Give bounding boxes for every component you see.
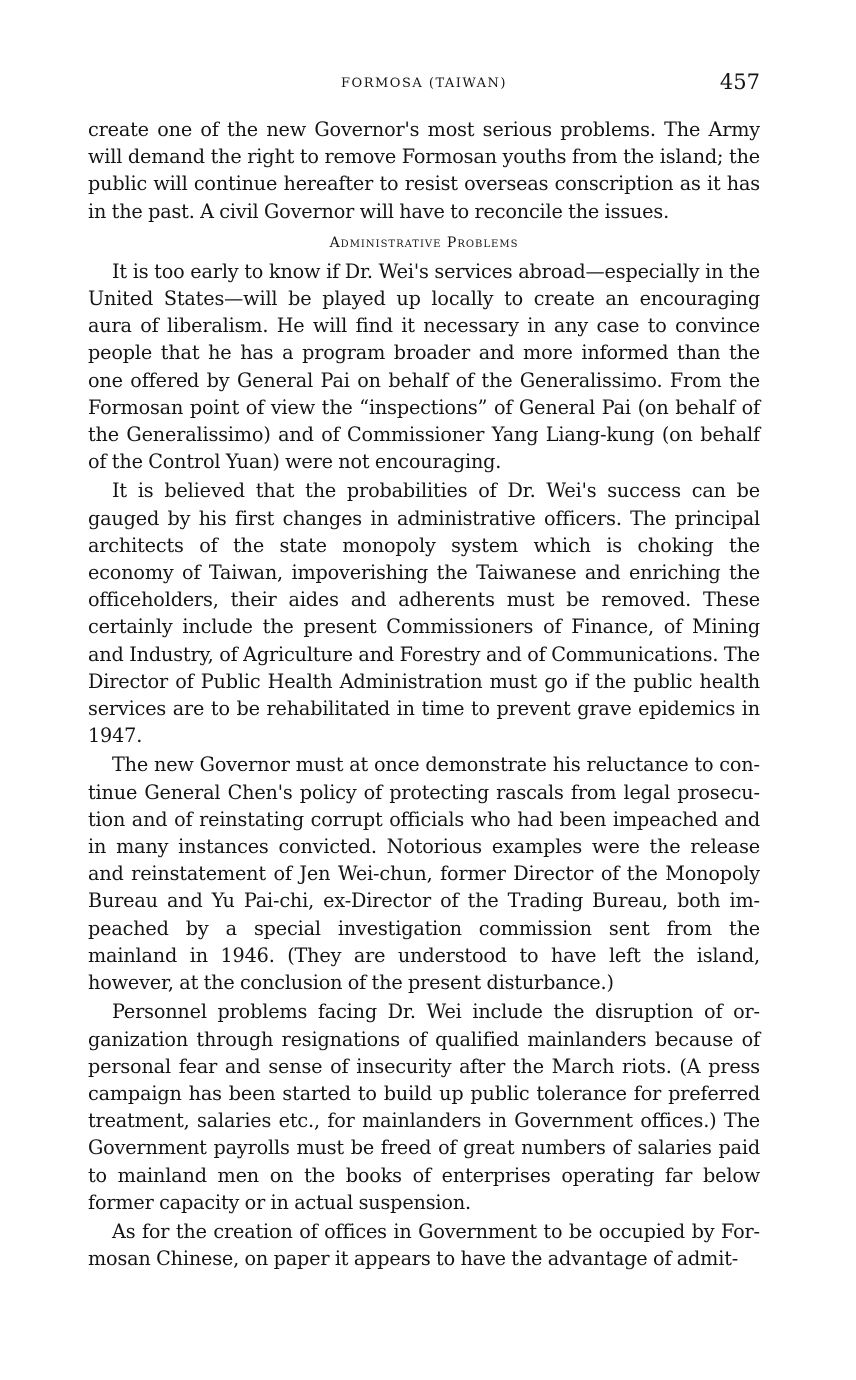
document-page	[88, 70, 760, 1272]
body-text	[88, 116, 760, 1272]
paragraph-continued: create one of the new Governor's most serious problems. The Army will demand the right to remove Formosan youths from the island; the public will continue hereafter to resist overseas conscription as it has in the past. A civil Governor will have to reconcile the issues.	[88, 118, 760, 223]
paragraph: The new Governor must at once demonstrate his reluctance to continue General Chen's policy of protecting rascals from legal prosecution and of reinstating corrupt officials who had been impeached and in many instances convicted. Notorious examples were the release and reinstatement of Jen Wei-chun, former Director of the Monopoly Bureau and Yu Pai-chi, ex-Director of the Trading Bureau, both impeached by a special investigation commission sent from the mainland in 1946. (They are understood to have left the island, however, at the conclusion of the present disturbance.)	[88, 753, 760, 995]
section-heading: Administrative Problems	[329, 234, 519, 251]
running-title: FORMOSA (TAIWAN)	[341, 76, 507, 91]
paragraph: It is believed that the probabilities of Dr. Wei's success can be gauged by his first changes in administrative officers. The principal architects of the state monopoly system which is choking the economy of Taiwan, impoverishing the Taiwanese and enriching the officeholders, their aides and adherents must be removed. These certainly include the present Commissioners of Finance, of Mining and Industry, of Agriculture and Forestry and of Communications. The Director of Public Health Administration must go if the public health services are to be rehabilitated in time to prevent grave epidemics in 1947.	[88, 479, 760, 748]
paragraph: Personnel problems facing Dr. Wei include the disruption of organization through resignations of qualified mainlanders because of personal fear and sense of insecurity after the March riots. (A press campaign has been started to build up public tolerance for preferred treatment, salaries etc., for mainlanders in Government offices.) The Government payrolls must be freed of great numbers of salaries paid to mainland men on the books of enterprises operating far below former capacity or in actual suspension.	[88, 1000, 760, 1214]
running-head	[88, 70, 760, 100]
page-number: 457	[719, 70, 760, 94]
paragraph: It is too early to know if Dr. Wei's services abroad—especially in the United States—will be played up locally to create an encouraging aura of liberalism. He will find it necessary in any case to convince people that he has a program broader and more informed than the one offered by General Pai on behalf of the Generalissimo. From the Formosan point of view the “inspections” of General Pai (on behalf of the Generalissimo) and of Commissioner Yang Liang-kung (on behalf of the Control Yuan) were not encouraging.	[88, 259, 760, 474]
paragraph-truncated: As for the creation of offices in Government to be occupied by Formosan Chinese, on paper it appears to have the advantage of admit-	[88, 1219, 760, 1271]
